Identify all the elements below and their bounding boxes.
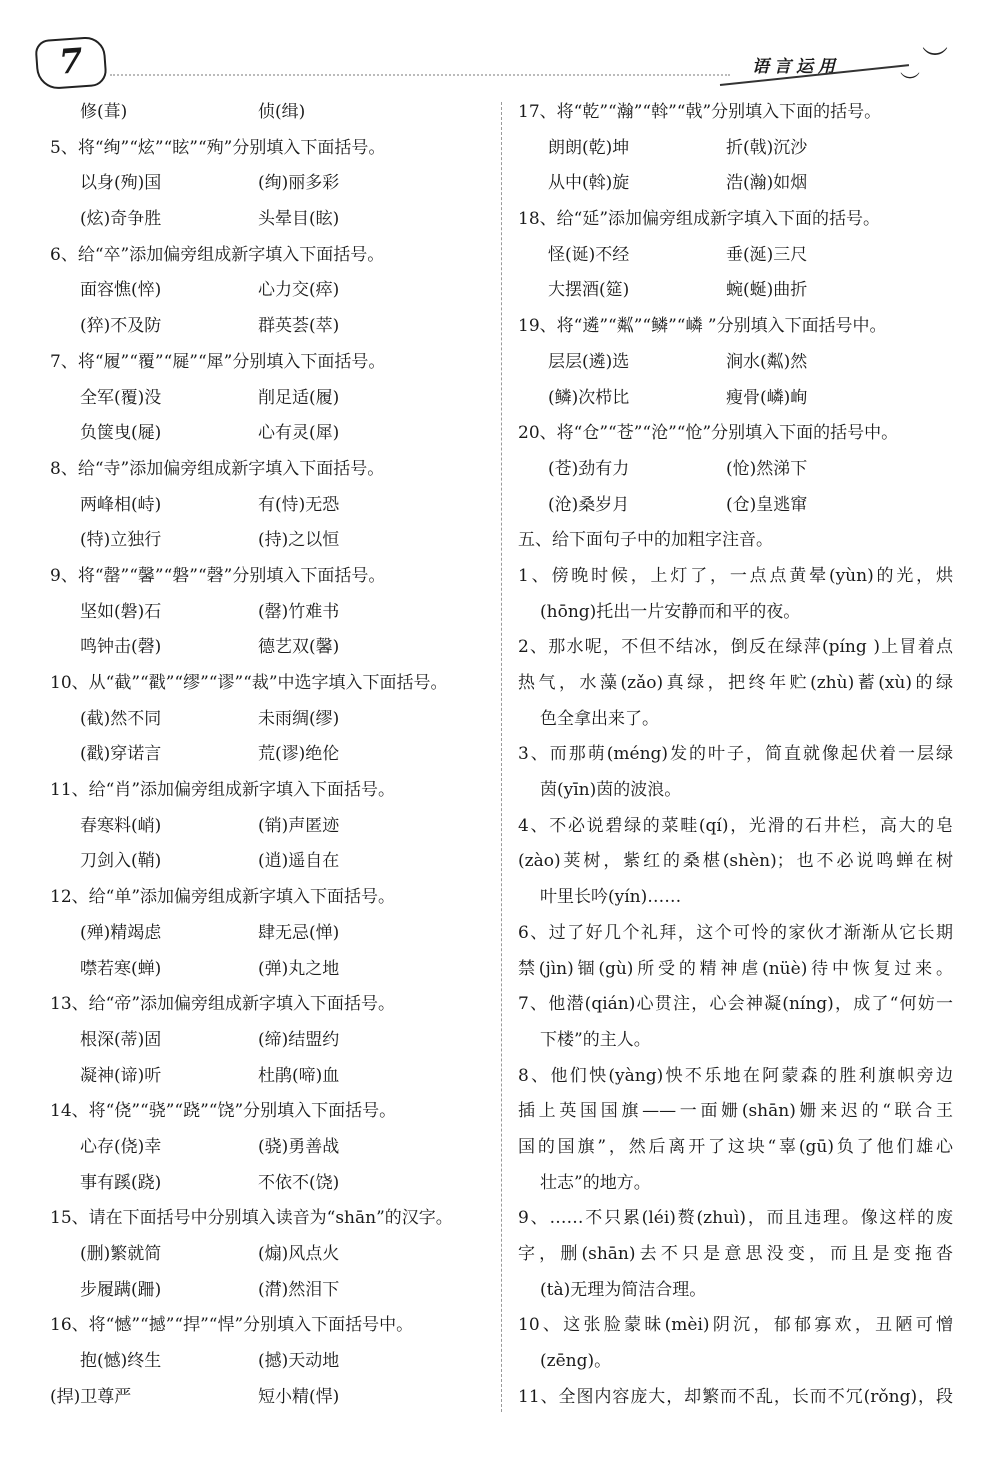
answer-left: 心存(侥)幸	[80, 1136, 162, 1157]
answer-right: 心力交(瘁)	[258, 280, 340, 301]
answer-right: (潸)然泪下	[258, 1279, 340, 1300]
sentence-text: 插上英国国旗——一面姗(shān)姗来迟的“联合王	[518, 1101, 953, 1122]
answer-right: 杜鹃(啼)血	[258, 1065, 340, 1086]
answer-left: (特)立独行	[80, 530, 162, 551]
question-text: 16、将“憾”“撼”“捍”“悍”分别填入下面括号中。	[50, 1315, 414, 1336]
answer-pair	[518, 452, 953, 488]
answer-pair	[50, 1344, 490, 1380]
answer-pair	[50, 202, 490, 238]
answer-pair	[518, 488, 953, 524]
sentence-text: 茵(yīn)茵的波浪。	[540, 780, 682, 801]
answer-pair	[50, 488, 490, 524]
answer-left: 大摆酒(筵)	[548, 280, 630, 301]
answer-right: 浩(瀚)如烟	[726, 173, 808, 194]
answer-left: 事有蹊(跷)	[80, 1172, 162, 1193]
question-text: 5、将“绚”“炫”“眩”“殉”分别填入下面括号。	[50, 137, 386, 158]
question-text: 五、给下面句子中的加粗字注音。	[518, 530, 773, 551]
sentence-text: 热气，水藻(zǎo)真绿，把终年贮(zhù)蓄(xù)的绿	[518, 673, 953, 693]
answer-right: 肆无忌(惮)	[258, 922, 340, 943]
answer-left: 面容憔(悴)	[80, 280, 162, 301]
answer-left: (删)繁就简	[80, 1244, 162, 1264]
header-dotted-rule	[110, 74, 730, 76]
answer-right: 群英荟(萃)	[258, 316, 340, 337]
question-text: 17、将“乾”“瀚”“斡”“戟”分别填入下面的括号。	[518, 102, 882, 122]
answer-pair	[50, 595, 490, 631]
answer-right: (持)之以恒	[258, 530, 340, 551]
answer-left: (鳞)次栉比	[548, 387, 630, 408]
answer-right: (怆)然涕下	[726, 458, 808, 479]
question-text: 12、给“单”添加偏旁组成新字填入下面括号。	[50, 887, 396, 908]
answer-left: 负箧曳(屣)	[80, 423, 162, 444]
answer-pair	[50, 916, 490, 952]
question-text: 19、将“遴”“粼”“鳞”“嶙 ”分别填入下面括号中。	[518, 316, 887, 337]
answer-right: 有(恃)无恐	[258, 494, 340, 515]
answer-right: 不依不(饶)	[258, 1172, 340, 1193]
answer-left: 从中(斡)旋	[548, 173, 630, 194]
answer-right: 削足适(履)	[258, 387, 340, 408]
answer-left: (殚)精竭虑	[80, 922, 162, 943]
sentence-text: 国的国旗”，然后离开了这块“辜(gū)负了他们雄心	[518, 1136, 953, 1157]
answer-pair	[50, 273, 490, 309]
question-text: 9、将“罄”“馨”“磐”“磬”分别填入下面括号。	[50, 565, 386, 586]
question-text: 13、给“帝”添加偏旁组成新字填入下面括号。	[50, 994, 396, 1015]
answer-left: (沧)桑岁月	[548, 494, 630, 515]
question-text: 10、从“截”“戳”“缪”“谬”“裁”中选字填入下面括号。	[50, 673, 448, 693]
answer-pair	[50, 416, 490, 452]
answer-left: (苍)劲有力	[548, 458, 630, 479]
answer-pair	[50, 1023, 490, 1059]
question-text: 11、给“肖”添加偏旁组成新字填入下面括号。	[50, 780, 396, 801]
question-text: 14、将“侥”“骁”“跷”“饶”分别填入下面括号。	[50, 1101, 397, 1122]
answer-pair	[518, 238, 953, 274]
answer-pair	[50, 1130, 490, 1166]
answer-right: (绚)丽多彩	[258, 173, 340, 194]
answer-left: 坚如(磐)石	[80, 601, 162, 622]
section-title: 语言运用	[752, 57, 840, 77]
answer-pair	[50, 523, 490, 559]
answer-right: (罄)竹难书	[258, 601, 340, 622]
sentence-text: 4、不必说碧绿的菜畦(qí)，光滑的石井栏，高大的皂	[518, 815, 953, 836]
sentence-text: (zēng)。	[540, 1351, 612, 1372]
answer-pair	[50, 630, 490, 666]
sentence-text: (hōng)托出一片安静而和平的夜。	[540, 601, 801, 622]
answer-right: (骁)勇善战	[258, 1136, 340, 1157]
answer-left: (截)然不同	[80, 708, 162, 729]
answer-left: 春寒料(峭)	[80, 815, 162, 836]
answer-pair	[50, 702, 490, 738]
answer-right: (逍)遥自在	[258, 851, 340, 872]
column-divider	[501, 102, 502, 1412]
answer-left: 层层(遴)选	[548, 351, 630, 372]
sentence-text: 3、而那萌(méng)发的叶子，简直就像起伏着一层绿	[518, 744, 953, 765]
answer-pair	[50, 809, 490, 845]
answer-left: 朗朗(乾)坤	[548, 137, 630, 158]
answer-pair	[50, 166, 490, 202]
sentence-text: 10、这张脸蒙昧(mèi)阴沉，郁郁寡欢，丑陋可憎	[518, 1315, 953, 1336]
sentence-text: 6、过了好几个礼拜，这个可怜的家伙才渐渐从它长期	[518, 922, 953, 943]
answer-right: 涧水(粼)然	[726, 351, 808, 372]
answer-right: (撼)天动地	[258, 1351, 340, 1372]
answer-pair	[518, 381, 953, 417]
question-text: 7、将“履”“覆”“屣”“犀”分别填入下面括号。	[50, 351, 386, 372]
answer-right: (仓)皇逃窜	[726, 494, 808, 515]
answer-left: 刀剑入(鞘)	[80, 851, 162, 872]
answer-left: 噤若寒(蝉)	[80, 958, 162, 979]
answer-right: 心有灵(犀)	[258, 423, 340, 444]
sentence-text: 禁(jìn)锢(gù)所受的精神虐(nüè)待中恢复过来。	[518, 958, 953, 979]
sentence-text: (tà)无理为简洁合理。	[540, 1279, 707, 1300]
answer-left: (猝)不及防	[80, 316, 162, 337]
answer-left: 怪(诞)不经	[548, 244, 630, 265]
bird-icon: ︶	[900, 70, 920, 94]
page-number: 7	[34, 36, 107, 91]
answer-pair	[50, 309, 490, 345]
sentence-text: 1、傍晚时候，上灯了，一点点黄晕(yùn)的光，烘	[518, 565, 953, 586]
answer-right: (缔)结盟约	[258, 1029, 340, 1050]
question-text: 6、给“卒”添加偏旁组成新字填入下面括号。	[50, 244, 385, 265]
answer-pair	[50, 1237, 490, 1273]
sentence-text: 叶里长吟(yín)……	[540, 887, 682, 908]
sentence-text: 11、全图内容庞大，却繁而不乱，长而不冗(rǒng)，段	[518, 1386, 953, 1407]
sentence-text: (zào)荚树，紫红的桑椹(shèn)；也不必说鸣蝉在树	[518, 851, 953, 872]
answer-left: 步履蹒(跚)	[80, 1279, 162, 1300]
answer-pair	[50, 1380, 490, 1416]
answer-left: 全军(覆)没	[80, 387, 162, 408]
answer-left: (炫)奇争胜	[80, 209, 162, 230]
question-text: 8、给“寺”添加偏旁组成新字填入下面括号。	[50, 458, 385, 479]
answer-right: 未雨绸(缪)	[258, 708, 340, 729]
answer-left: 鸣钟击(磬)	[80, 637, 162, 658]
page-header	[0, 0, 1000, 100]
sentence-text: 壮志”的地方。	[540, 1172, 651, 1193]
answer-pair	[50, 737, 490, 773]
answer-right: (煽)风点火	[258, 1244, 340, 1264]
answer-right: 瘦骨(嶙)峋	[726, 387, 808, 408]
answer-right: (弹)丸之地	[258, 958, 340, 979]
answer-pair	[50, 844, 490, 880]
answer-right: 短小精(悍)	[258, 1386, 340, 1407]
sentence-text: 8、他们怏(yàng)怏不乐地在阿蒙森的胜利旗帜旁边	[518, 1065, 953, 1086]
answer-pair	[518, 166, 953, 202]
answer-pair	[518, 273, 953, 309]
answer-left: (戳)穿诺言	[80, 744, 162, 765]
question-text: 20、将“仓”“苍”“沧”“怆”分别填入下面的括号中。	[518, 423, 899, 444]
answer-pair	[50, 952, 490, 988]
answer-right: 荒(谬)绝伦	[258, 744, 340, 765]
answer-left: 修(葺)	[80, 102, 128, 122]
answer-pair	[50, 95, 490, 131]
answer-pair	[50, 1273, 490, 1309]
sentence-text: 7、他潜(qián)心贯注，心会神凝(níng)，成了“何妨一	[518, 994, 953, 1015]
sentence-text: 色全拿出来了。	[540, 708, 659, 729]
answer-right: 头晕目(眩)	[258, 209, 340, 230]
answer-pair	[518, 131, 953, 167]
answer-left: (捍)卫尊严	[50, 1386, 132, 1407]
sentence-text: 下楼”的主人。	[540, 1029, 651, 1050]
answer-pair	[50, 1059, 490, 1095]
sentence-text: 9、……不只累(léi)赘(zhuì)，而且违理。像这样的废	[518, 1208, 953, 1229]
answer-right: 垂(涎)三尺	[726, 244, 808, 265]
answer-left: 根深(蒂)固	[80, 1029, 162, 1050]
answer-pair	[518, 345, 953, 381]
sentence-text: 字，删(shān)去不只是意思没变，而且是变拖沓	[518, 1244, 953, 1264]
answer-left: 凝神(谛)听	[80, 1065, 162, 1086]
sentence-text: 2、那水呢，不但不结冰，倒反在绿萍(píng )上冒着点	[518, 637, 953, 658]
right-column	[518, 95, 953, 1415]
answer-right: 蜿(蜒)曲折	[726, 280, 808, 301]
bird-icon: ︶	[922, 46, 949, 76]
answer-pair	[50, 1166, 490, 1202]
answer-right: (销)声匿迹	[258, 815, 340, 836]
answer-left: 两峰相(峙)	[80, 494, 162, 515]
question-text: 18、给“延”添加偏旁组成新字填入下面的括号。	[518, 209, 881, 230]
answer-pair	[50, 381, 490, 417]
answer-right: 德艺双(馨)	[258, 637, 340, 658]
left-column	[50, 95, 490, 1415]
answer-left: 以身(殉)国	[80, 173, 162, 194]
question-text: 15、请在下面括号中分别填入读音为“shān”的汉字。	[50, 1208, 453, 1229]
answer-right: 折(戟)沉沙	[726, 137, 808, 158]
answer-left: 抱(憾)终生	[80, 1351, 162, 1372]
answer-right: 侦(缉)	[258, 102, 306, 122]
